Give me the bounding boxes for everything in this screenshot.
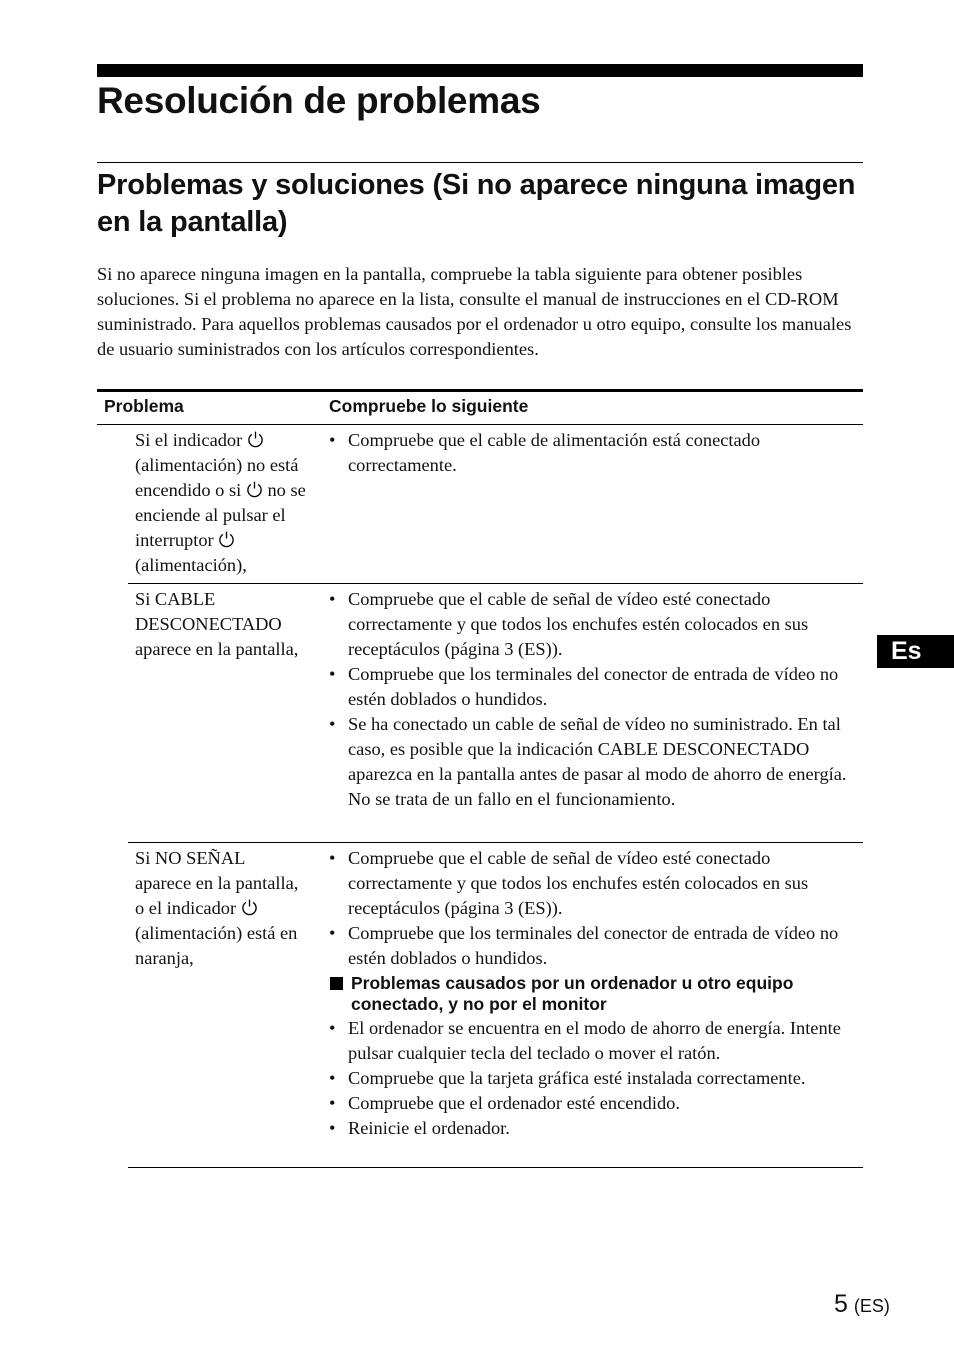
list-item: • Reinicie el ordenador. — [329, 1116, 859, 1141]
section-rule — [97, 162, 863, 163]
page-number-value: 5 — [834, 1290, 848, 1318]
list-item: • El ordenador se encuentra en el modo de ahorro de energía. Intente pulsar cualquier tecla del teclado o mover el ratón. — [329, 1016, 859, 1066]
power-icon — [246, 480, 263, 498]
section-heading: Problemas y soluciones (Si no aparece ninguna imagen en la pantalla) — [97, 169, 856, 238]
col-header-check: Compruebe lo siguiente — [329, 396, 529, 416]
page-number-suffix: (ES) — [853, 1296, 890, 1316]
list-item: • Se ha conectado un cable de señal de vídeo no suministrado. En tal caso, es posible que la indicación CABLE DESCONECTADO aparezca en la pantalla antes de pasar al modo de ahorro de energía. No se trata de un fallo en el funcionamiento. — [329, 712, 859, 812]
power-icon — [218, 530, 235, 548]
list-item: • Compruebe que el ordenador esté encendido. — [329, 1091, 859, 1116]
list-item: • Compruebe que los terminales del conector de entrada de vídeo no estén doblados o hundidos. — [329, 921, 859, 971]
row3-problem-p2: (alimentación) está en naranja, — [135, 923, 298, 968]
list-item: • Compruebe que la tarjeta gráfica esté instalada correctamente. — [329, 1066, 859, 1091]
row3-problem-p1: Si NO SEÑAL aparece en la pantalla, o el indicador — [135, 848, 299, 918]
col-header-problem: Problema — [104, 396, 184, 416]
page-title: Resolución de problemas — [97, 80, 541, 121]
list-item: • Compruebe que los terminales del conector de entrada de vídeo no estén doblados o hundidos. — [329, 662, 859, 712]
subheading — [329, 973, 859, 1015]
list-item: • Compruebe que el cable de señal de vídeo esté conectado correctamente y que todos los enchufes estén colocados en sus receptáculos (página 3 (ES)). — [329, 587, 859, 662]
list-item: • Compruebe que el cable de alimentación está conectado correctamente. — [329, 428, 859, 478]
row3-problem — [135, 846, 303, 971]
row1-problem-p4: (alimentación), — [135, 555, 247, 575]
row2-problem: Si CABLE DESCONECTADO aparece en la pantalla, — [135, 589, 299, 659]
power-icon — [241, 898, 258, 916]
square-bullet-icon — [330, 977, 343, 990]
table-top-rule — [97, 389, 863, 392]
row1-problem-p3: no se enciende al pulsar el interruptor — [135, 480, 306, 550]
table-bottom-rule — [128, 1167, 863, 1168]
row1-problem — [135, 428, 315, 578]
language-tab: Es — [877, 635, 954, 668]
row3-checks — [329, 846, 859, 1141]
row2-checks — [329, 587, 859, 812]
row1-problem-p1: Si el indicador — [135, 430, 243, 450]
page-number — [834, 1290, 890, 1319]
row-divider — [128, 842, 863, 843]
list-item: • Compruebe que el cable de señal de vídeo esté conectado correctamente y que todos los enchufes estén colocados en sus receptáculos (página 3 (ES)). — [329, 846, 859, 921]
row1-checks — [329, 428, 859, 478]
subheading-text: Problemas causados por un ordenador u otro equipo conectado, y no por el monitor — [351, 973, 794, 1014]
power-icon — [247, 430, 264, 448]
row-divider — [128, 583, 863, 584]
title-bar-rule — [97, 64, 863, 77]
intro-paragraph: Si no aparece ninguna imagen en la pantalla, compruebe la tabla siguiente para obtener posibles soluciones. Si el problema no aparece en la lista, consulte el manual de instrucciones en el CD-ROM suministrado. Para aquellos problemas causados por el ordenador u otro equipo, consulte los manuales de usuario suministrados con los artículos correspondientes. — [97, 264, 852, 359]
table-header-rule — [97, 424, 863, 425]
row1-problem-p2: (alimentación) no está encendido o si — [135, 455, 299, 500]
